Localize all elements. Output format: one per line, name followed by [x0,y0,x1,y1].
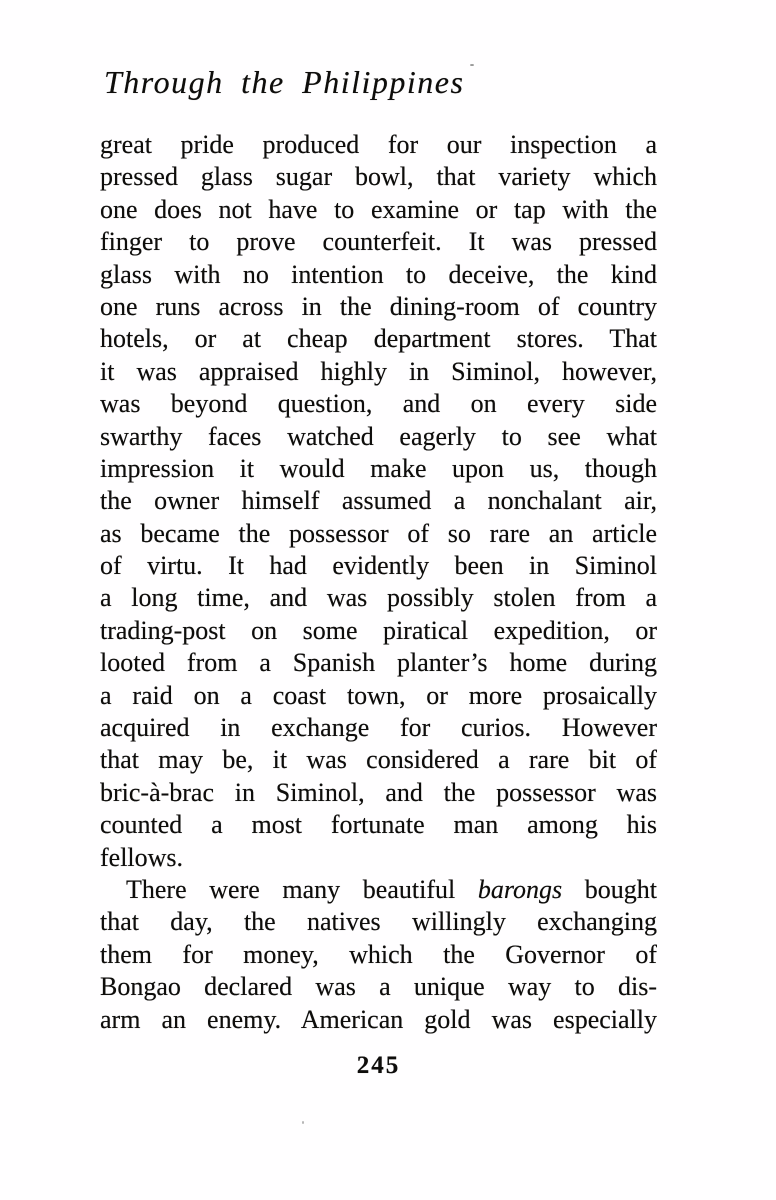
text-segment: Bongao declared was a unique way to dis- [100,972,657,1002]
text-segment: finger to prove counterfeit. It was pressed [100,227,657,257]
text-segment: fellows. [100,842,184,872]
text-line [100,129,657,161]
text-segment: that may be, it was considered a rare bit of [100,745,657,775]
text-line [100,777,657,809]
body-text [100,129,657,1036]
scan-speckle [470,64,474,66]
text-segment: glass with no intention to deceive, the kind [100,259,657,289]
text-line [100,194,657,226]
scan-speckle [302,1121,304,1124]
running-header: Through the Philippines [104,64,465,100]
text-line [100,518,657,550]
text-line [100,842,657,874]
text-segment: one runs across in the dining-room of country [100,291,657,321]
text-segment: counted a most fortunate man among his [100,810,657,840]
text-line [100,809,657,841]
text-line [100,291,657,323]
text-line [100,550,657,582]
text-line [100,388,657,420]
text-segment: was beyond question, and on every side [100,389,657,419]
text-segment: as became the possessor of so rare an article [100,518,657,548]
text-line [100,485,657,517]
text-line [100,453,657,485]
text-line [100,421,657,453]
text-segment: looted from a Spanish planter’s home during [100,648,657,678]
text-segment: acquired in exchange for curios. However [100,713,657,743]
text-line [100,647,657,679]
text-segment: hotels, or at cheap department stores. That [100,324,657,354]
text-segment: bought [562,874,657,904]
text-segment: swarthy faces watched eagerly to see what [100,421,657,451]
text-segment: the owner himself assumed a nonchalant air, [100,486,657,516]
text-line [100,712,657,744]
text-line [100,615,657,647]
text-segment: impression it would make upon us, though [100,453,657,483]
text-segment: There were many beautiful [126,874,478,904]
text-line [100,323,657,355]
text-line [100,161,657,193]
text-segment: great pride produced for our inspection a [100,130,657,159]
text-segment: trading-post on some piratical expedition, or [100,615,657,645]
text-line [100,906,657,938]
text-line [100,226,657,258]
text-line [100,356,657,388]
text-segment: of virtu. It had evidently been in Siminol [100,551,657,581]
text-line [100,744,657,776]
text-line [100,971,657,1003]
text-segment: pressed glass sugar bowl, that variety which [100,162,657,192]
text-segment: that day, the natives willingly exchanging [100,907,657,937]
text-line [100,259,657,291]
text-line [100,939,657,971]
text-segment: one does not have to examine or tap with the [100,194,657,224]
italic-term: barongs [477,874,563,904]
text-segment: a raid on a coast town, or more prosaically [100,680,657,710]
page-number: 245 [356,1052,401,1079]
text-segment: a long time, and was possibly stolen from a [100,583,657,613]
text-segment: arm an enemy. American gold was especially [100,1004,657,1034]
text-line [100,680,657,712]
text-line [100,874,657,906]
text-segment: it was appraised highly in Siminol, however, [100,356,657,386]
text-line [100,1004,657,1036]
text-line [100,582,657,614]
text-segment: bric-à-brac in Siminol, and the possessor was [100,777,657,807]
text-segment: them for money, which the Governor of [100,939,657,969]
